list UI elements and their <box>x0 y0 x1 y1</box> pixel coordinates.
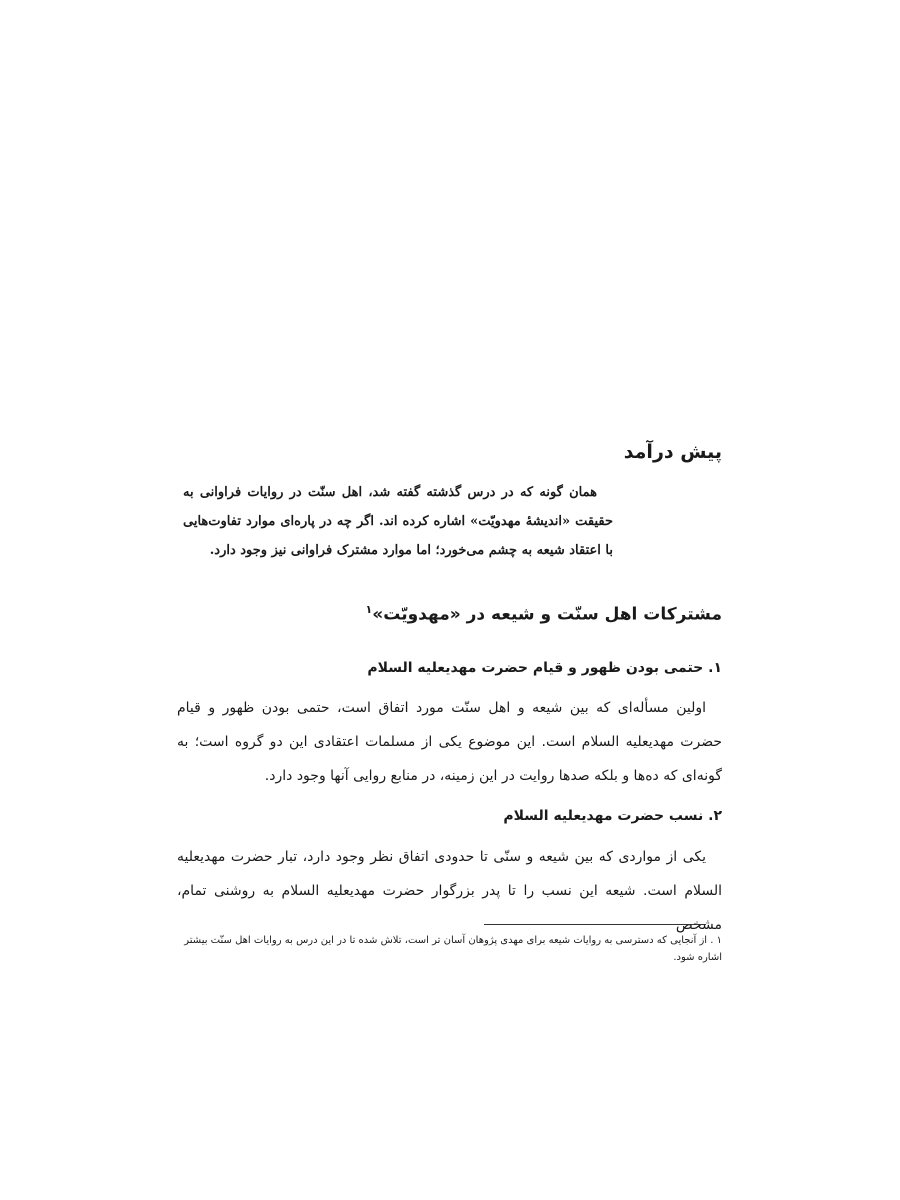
subsection-heading-2: ۲. نسب حضرت مهدیعليه السلام <box>503 808 722 824</box>
subsection-body-1: اولین مسأله‌ای که بین شیعه و اهل سنّت مورد اتفاق است، حتمی بودن ظهور و قیام حضرت مهدیعليه السلام است. این موضوع یکی از مسلمات اعتقادی این دو گروه است؛ به گونه‌ای که ده‌ها و بلکه صدها روایت در این زمینه، در منابع روایی آنها وجود دارد. <box>177 700 722 784</box>
subsection-body-2: یکی از مواردی که بین شیعه و سنّی تا حدودی اتفاق نظر وجود دارد، تبار حضرت مهدیعليه السلام است. شیعه این نسب را تا پدر بزرگوار حضرت مهدیعليه السلام به روشنی تمام، مشخص <box>177 849 722 933</box>
subsection-paragraph-1 <box>177 691 722 793</box>
page-heading: پیش درآمد <box>623 441 722 463</box>
footnote-text: ۱ . از آنجایی که دسترسی به روایات شیعه برای مهدی پژوهان آسان تر است، تلاش شده تا در این درس به روایات اهل سنّت بیشتر اشاره شود. <box>184 935 722 963</box>
footnote-divider <box>484 924 706 925</box>
subsection-paragraph-2 <box>177 840 722 942</box>
subsection-heading-1: ۱. حتمی بودن ظهور و قیام حضرت مهدیعليه السلام <box>367 660 722 676</box>
section-title-text: مشترکات اهل سنّت و شیعه در «مهدویّت» <box>372 604 722 625</box>
footnote-marker: ۱ <box>365 603 373 616</box>
section-title <box>162 603 722 625</box>
intro-paragraph <box>183 478 613 565</box>
intro-text: همان گونه که در درس گذشته گفته شد، اهل سنّت در روایات فراوانی به حقیقت «اندیشهٔ مهدویّت» اشاره کرده اند. اگر چه در پاره‌ای موارد تفاوت‌هایی با اعتقاد شیعه به چشم می‌خورد؛ اما موارد مشترک فراوانی نیز وجود دارد. <box>183 485 613 558</box>
